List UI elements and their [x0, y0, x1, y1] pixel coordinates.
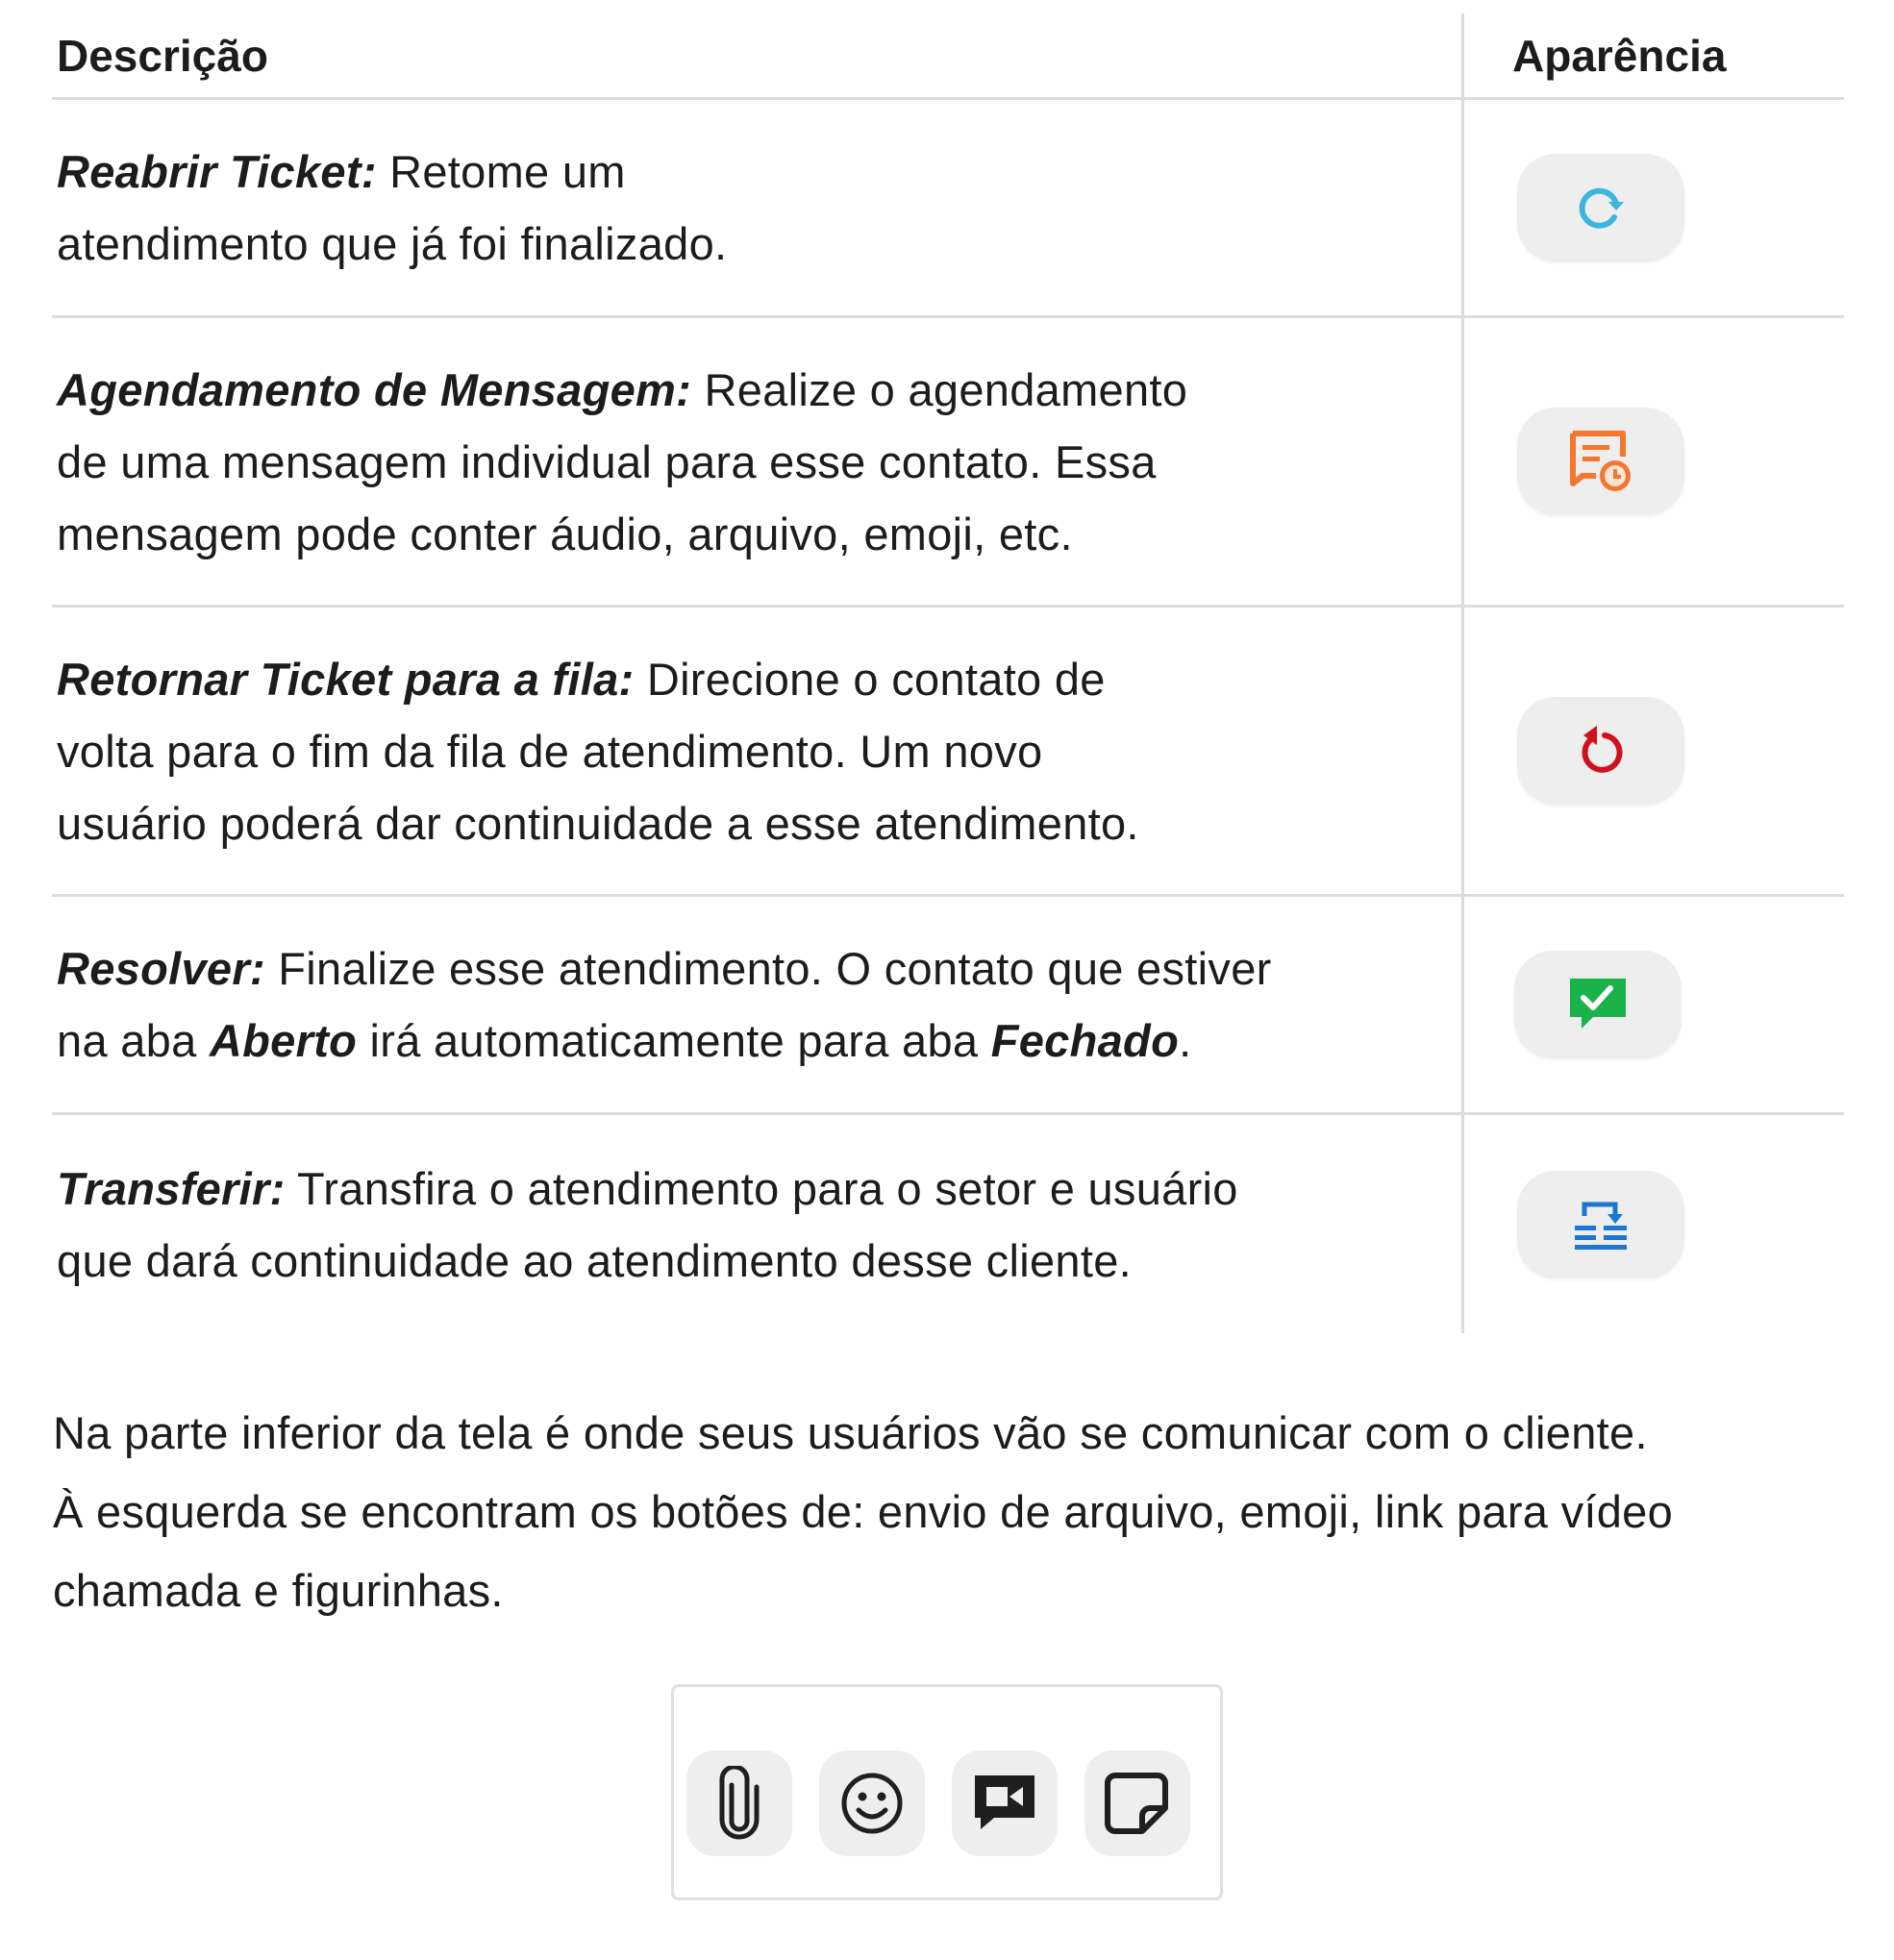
schedule-message-button[interactable]: [1517, 408, 1684, 515]
transfer-icon: [1571, 1195, 1631, 1254]
tab-name-open: Aberto: [209, 1015, 358, 1066]
row-text: irá automaticamente para aba: [357, 1015, 991, 1066]
row-appearance: [1461, 318, 1844, 605]
table-row: [52, 100, 1844, 318]
header-description: Descrição: [57, 30, 268, 81]
row-text: Finalize esse atendimento. O contato que estiver: [264, 943, 1272, 994]
row-appearance: [1461, 100, 1844, 315]
row-text: usuário poderá dar continuidade a esse atendimento.: [57, 797, 1139, 849]
row-appearance: [1461, 1115, 1844, 1333]
row-text: que dará continuidade ao atendimento desse cliente.: [57, 1234, 1132, 1286]
tab-name-closed: Fechado: [990, 1015, 1180, 1066]
video-call-icon: [971, 1770, 1038, 1837]
row-text: na aba: [57, 1015, 210, 1066]
reopen-icon: [1572, 179, 1630, 236]
row-text: Retome um: [376, 146, 626, 197]
row-text: atendimento que já foi finalizado.: [57, 218, 728, 269]
video-call-link-button[interactable]: [952, 1750, 1058, 1856]
bottom-explanation-paragraph: [53, 1394, 1860, 1630]
table-row: [52, 318, 1844, 608]
row-description: [52, 1115, 1461, 1333]
row-appearance: [1461, 897, 1844, 1112]
sticker-button[interactable]: [1084, 1750, 1190, 1856]
table-row: [52, 608, 1844, 897]
paragraph-line: Na parte inferior da tela é onde seus usuários vão se comunicar com o cliente.: [53, 1407, 1648, 1458]
row-title: Transferir:: [57, 1162, 286, 1214]
row-text: Transfira o atendimento para o setor e usuário: [285, 1162, 1238, 1214]
sticker-icon: [1104, 1770, 1171, 1837]
paperclip-icon: [710, 1766, 768, 1841]
header-appearance: Aparência: [1461, 13, 1844, 97]
transfer-button[interactable]: [1517, 1171, 1684, 1278]
emoji-button[interactable]: [819, 1750, 925, 1856]
message-toolbar: [671, 1684, 1223, 1900]
paragraph-line: chamada e figurinhas.: [53, 1565, 504, 1616]
row-title: Agendamento de Mensagem:: [57, 363, 692, 415]
row-title: Reabrir Ticket:: [57, 146, 377, 197]
row-appearance: [1461, 608, 1844, 894]
paragraph-line: À esquerda se encontram os botões de: envio de arquivo, emoji, link para vídeo: [53, 1486, 1674, 1537]
row-title: Resolver:: [57, 943, 265, 994]
row-description: [52, 608, 1461, 894]
schedule-message-icon: [1567, 428, 1634, 495]
row-description: [52, 897, 1461, 1112]
emoji-icon: [838, 1770, 906, 1837]
row-text: mensagem pode conter áudio, arquivo, emoji, etc.: [57, 508, 1073, 559]
resolve-button[interactable]: [1514, 951, 1682, 1058]
row-description: [52, 100, 1461, 315]
row-text: Realize o agendamento: [691, 363, 1188, 415]
table-row: [52, 897, 1844, 1115]
row-description: [52, 318, 1461, 605]
actions-table: [52, 13, 1844, 1333]
table-header-row: [52, 13, 1844, 100]
row-text: Direcione o contato de: [634, 653, 1106, 705]
row-title: Retornar Ticket para a fila:: [57, 653, 635, 705]
table-row: [52, 1115, 1844, 1333]
row-text: .: [1179, 1015, 1192, 1066]
resolve-icon: [1566, 973, 1630, 1036]
return-queue-icon: [1572, 722, 1630, 780]
return-to-queue-button[interactable]: [1517, 697, 1684, 805]
reopen-ticket-button[interactable]: [1517, 154, 1684, 261]
row-text: volta para o fim da fila de atendimento. Um novo: [57, 725, 1043, 777]
attach-file-button[interactable]: [686, 1750, 792, 1856]
row-text: de uma mensagem individual para esse contato. Essa: [57, 435, 1157, 487]
